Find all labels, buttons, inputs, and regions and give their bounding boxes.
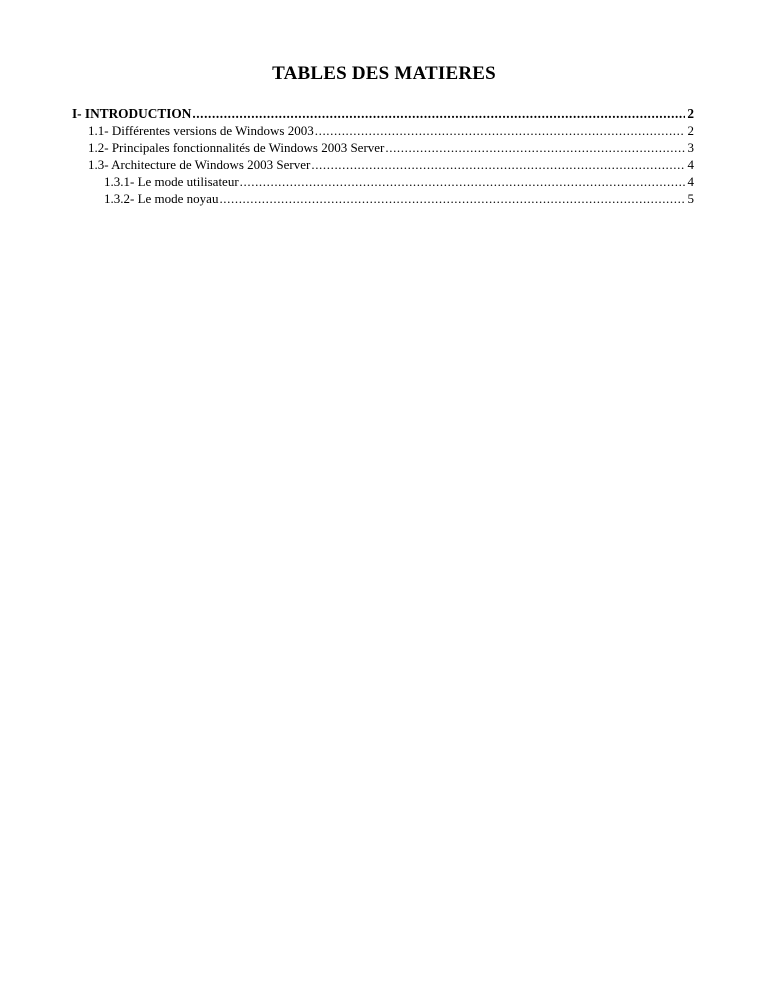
toc-page-number: 4 [687, 174, 694, 189]
toc-entry-text: 1.2- Principales fonctionnalités de Windows 2003 Server [88, 140, 385, 155]
toc-entry-fonctionnalites[interactable] [72, 139, 694, 156]
toc-dot-leader [311, 156, 685, 173]
toc-dot-leader [192, 105, 685, 122]
toc-entry-text: 1.3- Architecture de Windows 2003 Server [88, 157, 311, 172]
toc-entry-mode-noyau[interactable] [72, 190, 694, 207]
toc-page-number: 2 [687, 123, 694, 138]
toc-dot-leader [219, 190, 685, 207]
toc-entry-introduction[interactable] [72, 105, 694, 122]
toc-entry-text: I- INTRODUCTION [72, 106, 192, 121]
toc-page-number: 3 [687, 140, 694, 155]
toc-title: TABLES DES MATIERES [272, 63, 496, 84]
toc-entry-mode-utilisateur[interactable] [72, 173, 694, 190]
toc-dot-leader [240, 173, 685, 190]
toc-entry-text: 1.3.2- Le mode noyau [104, 191, 219, 206]
toc-page-number: 4 [687, 157, 694, 172]
toc-page-number: 5 [687, 191, 694, 206]
toc-entry-architecture[interactable] [72, 156, 694, 173]
toc-dot-leader [315, 122, 685, 139]
toc-entry-text: 1.3.1- Le mode utilisateur [104, 174, 239, 189]
toc-entry-text: 1.1- Différentes versions de Windows 2003 [88, 123, 314, 138]
toc-page-number: 2 [687, 106, 694, 121]
toc-dot-leader [385, 139, 685, 156]
toc-entry-versions[interactable] [72, 122, 694, 139]
table-of-contents [72, 105, 694, 207]
